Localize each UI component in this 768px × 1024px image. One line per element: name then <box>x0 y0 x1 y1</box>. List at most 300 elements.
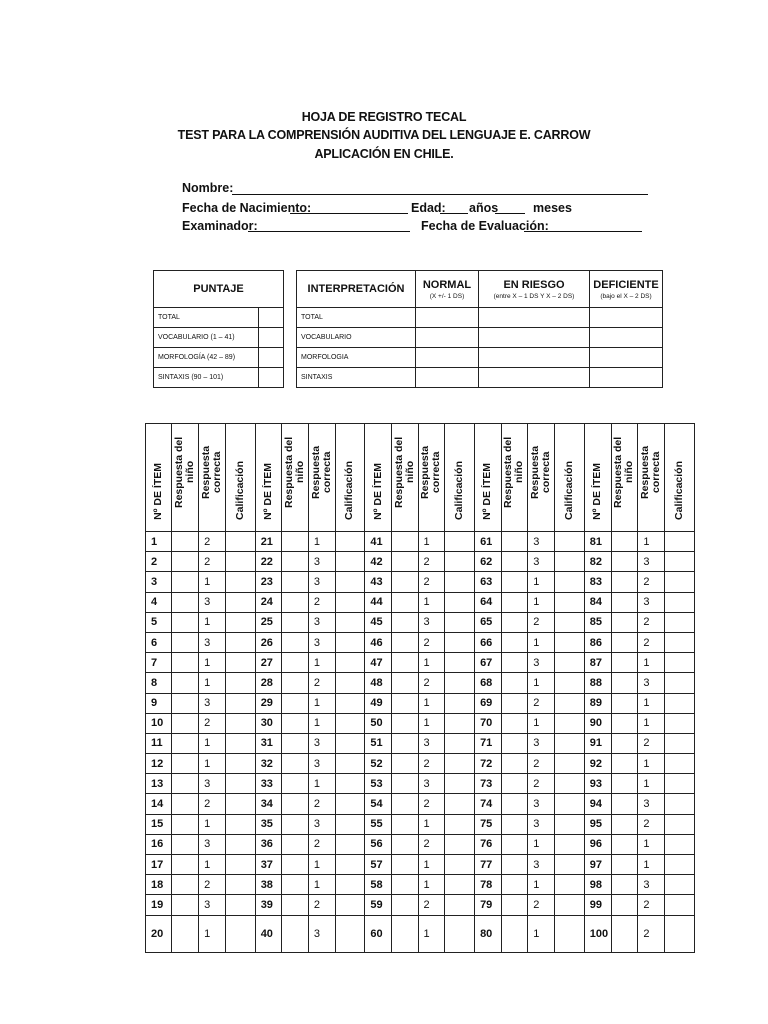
respuesta-nino-cell[interactable] <box>391 774 418 794</box>
interp-cell[interactable] <box>416 348 479 368</box>
respuesta-nino-cell[interactable] <box>611 733 638 753</box>
calificacion-cell[interactable] <box>554 552 584 572</box>
respuesta-nino-cell[interactable] <box>501 592 528 612</box>
respuesta-nino-cell[interactable] <box>172 915 199 952</box>
respuesta-nino-cell[interactable] <box>282 754 309 774</box>
item-number: 81 <box>584 532 611 552</box>
calificacion-cell[interactable] <box>335 632 365 652</box>
table-row <box>146 552 695 572</box>
calificacion-cell[interactable] <box>225 895 255 915</box>
respuesta-correcta: 2 <box>528 693 555 713</box>
respuesta-nino-cell[interactable] <box>282 834 309 854</box>
item-number: 38 <box>255 875 281 895</box>
calificacion-cell[interactable] <box>335 733 365 753</box>
calificacion-cell[interactable] <box>335 895 365 915</box>
calificacion-cell[interactable] <box>665 552 695 572</box>
respuesta-correcta: 1 <box>308 855 335 875</box>
calificacion-cell[interactable] <box>225 673 255 693</box>
calificacion-cell[interactable] <box>335 653 365 673</box>
calificacion-cell[interactable] <box>335 855 365 875</box>
respuesta-nino-cell[interactable] <box>172 612 199 632</box>
respuesta-nino-cell[interactable] <box>501 632 528 652</box>
calificacion-cell[interactable] <box>335 592 365 612</box>
item-number-header-label: Nº DE ÍTEM <box>261 463 274 520</box>
item-number: 34 <box>255 794 281 814</box>
table-row <box>146 834 695 854</box>
calificacion-cell[interactable] <box>554 855 584 875</box>
respuesta-nino-cell[interactable] <box>611 673 638 693</box>
calificacion-cell[interactable] <box>225 814 255 834</box>
respuesta-correcta: 1 <box>418 532 445 552</box>
calificacion-cell[interactable] <box>225 693 255 713</box>
respuesta-nino-cell[interactable] <box>172 532 199 552</box>
respuesta-correcta: 1 <box>308 713 335 733</box>
respuesta-nino-cell[interactable] <box>611 653 638 673</box>
respuesta-nino-cell[interactable] <box>611 774 638 794</box>
calificacion-cell[interactable] <box>225 794 255 814</box>
nombre-field[interactable] <box>232 194 648 195</box>
respuesta-nino-cell[interactable] <box>391 632 418 652</box>
calificacion-cell[interactable] <box>665 814 695 834</box>
calificacion-cell[interactable] <box>554 632 584 652</box>
respuesta-correcta: 3 <box>528 794 555 814</box>
respuesta-nino-cell[interactable] <box>501 915 528 952</box>
calificacion-cell[interactable] <box>554 834 584 854</box>
respuesta-nino-cell[interactable] <box>282 733 309 753</box>
item-number: 84 <box>584 592 611 612</box>
respuesta-nino-cell[interactable] <box>501 532 528 552</box>
calificacion-cell[interactable] <box>445 774 475 794</box>
respuesta-nino-cell[interactable] <box>391 713 418 733</box>
respuesta-nino-cell[interactable] <box>611 572 638 592</box>
title-line-2: TEST PARA LA COMPRENSIÓN AUDITIVA DEL LENGUAJE E. CARROW <box>177 128 591 142</box>
calificacion-header-label: Calificación <box>673 461 686 520</box>
table-row <box>146 612 695 632</box>
respuesta-nino-cell[interactable] <box>501 612 528 632</box>
calificacion-cell[interactable] <box>335 552 365 572</box>
calificacion-cell[interactable] <box>445 915 475 952</box>
calificacion-cell[interactable] <box>225 875 255 895</box>
respuesta-nino-cell[interactable] <box>391 834 418 854</box>
respuesta-correcta: 2 <box>638 572 665 592</box>
respuesta-nino-cell[interactable] <box>172 572 199 592</box>
calificacion-cell[interactable] <box>665 875 695 895</box>
calificacion-cell[interactable] <box>665 733 695 753</box>
respuesta-nino-cell[interactable] <box>172 895 199 915</box>
interpretacion-table <box>296 270 663 388</box>
calificacion-cell[interactable] <box>665 754 695 774</box>
respuesta-nino-cell[interactable] <box>611 532 638 552</box>
calificacion-cell[interactable] <box>445 794 475 814</box>
calificacion-cell[interactable] <box>445 895 475 915</box>
respuesta-correcta: 3 <box>418 733 445 753</box>
respuesta-nino-cell[interactable] <box>391 532 418 552</box>
calificacion-cell[interactable] <box>665 895 695 915</box>
calificacion-cell[interactable] <box>445 733 475 753</box>
respuesta-nino-cell[interactable] <box>282 673 309 693</box>
respuesta-nino-cell[interactable] <box>611 592 638 612</box>
respuesta-correcta: 1 <box>418 713 445 733</box>
item-number: 73 <box>475 774 501 794</box>
respuesta-nino-cell[interactable] <box>611 794 638 814</box>
respuesta-nino-cell[interactable] <box>172 875 199 895</box>
calificacion-cell[interactable] <box>445 552 475 572</box>
respuesta-nino-cell[interactable] <box>172 632 199 652</box>
respuesta-correcta: 3 <box>199 774 226 794</box>
respuesta-nino-cell[interactable] <box>611 632 638 652</box>
item-number: 75 <box>475 814 501 834</box>
respuesta-correcta: 2 <box>638 733 665 753</box>
respuesta-nino-cell[interactable] <box>172 855 199 875</box>
calificacion-cell[interactable] <box>445 632 475 652</box>
respuesta-nino-cell[interactable] <box>172 774 199 794</box>
respuesta-nino-cell[interactable] <box>282 774 309 794</box>
respuesta-nino-cell[interactable] <box>501 572 528 592</box>
calificacion-cell[interactable] <box>445 693 475 713</box>
respuesta-nino-cell[interactable] <box>282 794 309 814</box>
calificacion-cell[interactable] <box>335 814 365 834</box>
respuesta-nino-cell[interactable] <box>501 855 528 875</box>
calificacion-cell[interactable] <box>665 794 695 814</box>
respuesta-correcta: 2 <box>528 774 555 794</box>
calificacion-cell[interactable] <box>665 855 695 875</box>
interp-cell[interactable] <box>479 348 590 368</box>
respuesta-nino-cell[interactable] <box>501 653 528 673</box>
respuesta-nino-cell[interactable] <box>391 552 418 572</box>
respuesta-nino-cell[interactable] <box>501 814 528 834</box>
respuesta-correcta: 2 <box>418 552 445 572</box>
calificacion-cell[interactable] <box>554 895 584 915</box>
respuesta-nino-cell[interactable] <box>611 552 638 572</box>
item-number: 92 <box>584 754 611 774</box>
calificacion-cell[interactable] <box>335 532 365 552</box>
item-number: 49 <box>365 693 391 713</box>
interp-cell[interactable] <box>590 308 663 328</box>
calificacion-cell[interactable] <box>554 774 584 794</box>
calificacion-cell[interactable] <box>335 774 365 794</box>
interp-cell[interactable] <box>590 328 663 348</box>
normal-label: NORMAL <box>422 278 472 291</box>
calificacion-cell[interactable] <box>335 693 365 713</box>
item-number: 91 <box>584 733 611 753</box>
respuesta-nino-cell[interactable] <box>611 834 638 854</box>
item-number: 33 <box>255 774 281 794</box>
respuesta-nino-cell[interactable] <box>501 552 528 572</box>
interp-cell[interactable] <box>590 368 663 388</box>
item-number: 1 <box>146 532 172 552</box>
respuesta-correcta: 3 <box>528 733 555 753</box>
calificacion-cell[interactable] <box>225 592 255 612</box>
respuesta-correcta-header <box>638 424 665 532</box>
calificacion-cell[interactable] <box>665 572 695 592</box>
item-number: 87 <box>584 653 611 673</box>
respuesta-nino-cell[interactable] <box>391 673 418 693</box>
respuesta-nino-cell[interactable] <box>172 653 199 673</box>
respuesta-nino-cell[interactable] <box>282 895 309 915</box>
respuesta-correcta: 1 <box>199 653 226 673</box>
respuesta-correcta: 2 <box>638 814 665 834</box>
calificacion-cell[interactable] <box>335 875 365 895</box>
calificacion-cell[interactable] <box>335 673 365 693</box>
respuesta-nino-cell[interactable] <box>501 754 528 774</box>
respuesta-nino-cell[interactable] <box>611 612 638 632</box>
calificacion-cell[interactable] <box>445 855 475 875</box>
respuesta-correcta: 1 <box>308 875 335 895</box>
calificacion-cell[interactable] <box>225 915 255 952</box>
calificacion-cell[interactable] <box>554 572 584 592</box>
respuesta-nino-cell[interactable] <box>172 754 199 774</box>
calificacion-cell[interactable] <box>554 794 584 814</box>
calificacion-cell[interactable] <box>665 693 695 713</box>
calificacion-cell[interactable] <box>445 612 475 632</box>
item-number: 28 <box>255 673 281 693</box>
calificacion-cell[interactable] <box>554 673 584 693</box>
edad-meses-field[interactable] <box>495 213 525 214</box>
calificacion-header <box>445 424 475 532</box>
respuesta-correcta: 2 <box>308 592 335 612</box>
interp-cell[interactable] <box>416 308 479 328</box>
calificacion-cell[interactable] <box>335 754 365 774</box>
interp-cell[interactable] <box>416 328 479 348</box>
respuesta-nino-cell[interactable] <box>282 875 309 895</box>
item-number: 61 <box>475 532 501 552</box>
respuesta-nino-cell[interactable] <box>172 673 199 693</box>
respuesta-nino-cell[interactable] <box>282 915 309 952</box>
interp-cell[interactable] <box>416 368 479 388</box>
calificacion-header-label: Calificación <box>453 461 466 520</box>
interp-cell[interactable] <box>479 308 590 328</box>
calificacion-cell[interactable] <box>445 834 475 854</box>
respuesta-nino-cell[interactable] <box>282 532 309 552</box>
interp-cell[interactable] <box>479 368 590 388</box>
respuesta-correcta: 2 <box>199 794 226 814</box>
examinador-field[interactable] <box>248 231 410 232</box>
calificacion-cell[interactable] <box>554 713 584 733</box>
item-number: 74 <box>475 794 501 814</box>
respuesta-nino-cell[interactable] <box>501 713 528 733</box>
calificacion-cell[interactable] <box>665 592 695 612</box>
calificacion-cell[interactable] <box>665 834 695 854</box>
item-number: 66 <box>475 632 501 652</box>
calificacion-cell[interactable] <box>554 653 584 673</box>
calificacion-cell[interactable] <box>445 875 475 895</box>
calificacion-cell[interactable] <box>225 653 255 673</box>
respuesta-nino-cell[interactable] <box>611 754 638 774</box>
calificacion-cell[interactable] <box>445 754 475 774</box>
edad-anos-field[interactable] <box>440 213 468 214</box>
calificacion-cell[interactable] <box>225 532 255 552</box>
calificacion-cell[interactable] <box>445 653 475 673</box>
calificacion-cell[interactable] <box>225 733 255 753</box>
calificacion-cell[interactable] <box>554 693 584 713</box>
respuesta-nino-cell[interactable] <box>611 915 638 952</box>
respuesta-nino-cell[interactable] <box>391 895 418 915</box>
item-number: 18 <box>146 875 172 895</box>
respuesta-nino-cell[interactable] <box>391 653 418 673</box>
puntaje-cell[interactable] <box>259 328 284 348</box>
calificacion-cell[interactable] <box>225 774 255 794</box>
calificacion-cell[interactable] <box>665 915 695 952</box>
respuesta-nino-cell[interactable] <box>391 915 418 952</box>
item-number: 69 <box>475 693 501 713</box>
respuesta-nino-cell[interactable] <box>501 693 528 713</box>
respuesta-nino-cell[interactable] <box>282 552 309 572</box>
respuesta-correcta: 3 <box>638 592 665 612</box>
puntaje-cell[interactable] <box>259 308 284 328</box>
respuesta-nino-cell[interactable] <box>611 693 638 713</box>
puntaje-cell[interactable] <box>259 368 284 388</box>
item-number-header-label: Nº DE ÍTEM <box>591 463 604 520</box>
calificacion-cell[interactable] <box>335 794 365 814</box>
calificacion-cell[interactable] <box>554 532 584 552</box>
respuesta-correcta: 1 <box>528 875 555 895</box>
puntaje-header: PUNTAJE <box>154 271 284 308</box>
respuesta-nino-cell[interactable] <box>391 794 418 814</box>
calificacion-cell[interactable] <box>225 552 255 572</box>
respuesta-nino-cell[interactable] <box>172 592 199 612</box>
calificacion-cell[interactable] <box>335 713 365 733</box>
respuesta-nino-cell[interactable] <box>172 834 199 854</box>
respuesta-nino-cell[interactable] <box>391 733 418 753</box>
interpretacion-row-label: SINTAXIS <box>297 368 416 388</box>
item-number: 72 <box>475 754 501 774</box>
interp-cell[interactable] <box>479 328 590 348</box>
respuesta-nino-header-label: Respuesta del niño <box>612 436 636 508</box>
calificacion-cell[interactable] <box>335 572 365 592</box>
interp-cell[interactable] <box>590 348 663 368</box>
item-number: 29 <box>255 693 281 713</box>
calificacion-cell[interactable] <box>665 673 695 693</box>
respuesta-nino-cell[interactable] <box>282 713 309 733</box>
respuesta-nino-cell[interactable] <box>501 834 528 854</box>
calificacion-cell[interactable] <box>445 572 475 592</box>
respuesta-nino-cell[interactable] <box>611 855 638 875</box>
item-number: 17 <box>146 855 172 875</box>
title-line-1: HOJA DE REGISTRO TECAL <box>301 110 467 124</box>
respuesta-correcta-header-label: Respuesta correcta <box>639 445 663 499</box>
item-number: 99 <box>584 895 611 915</box>
respuesta-nino-cell[interactable] <box>391 875 418 895</box>
respuesta-nino-cell[interactable] <box>391 592 418 612</box>
calificacion-cell[interactable] <box>554 814 584 834</box>
item-number: 16 <box>146 834 172 854</box>
respuesta-nino-cell[interactable] <box>501 875 528 895</box>
item-number: 7 <box>146 653 172 673</box>
respuesta-nino-cell[interactable] <box>501 774 528 794</box>
respuesta-nino-cell[interactable] <box>282 814 309 834</box>
respuesta-nino-cell[interactable] <box>282 572 309 592</box>
item-number: 71 <box>475 733 501 753</box>
interpretacion-row-label: MORFOLOGIA <box>297 348 416 368</box>
respuesta-nino-cell[interactable] <box>611 713 638 733</box>
item-number: 95 <box>584 814 611 834</box>
calificacion-cell[interactable] <box>445 713 475 733</box>
respuesta-nino-cell[interactable] <box>501 895 528 915</box>
calificacion-cell[interactable] <box>225 713 255 733</box>
item-number: 23 <box>255 572 281 592</box>
calificacion-cell[interactable] <box>554 612 584 632</box>
respuesta-nino-cell[interactable] <box>611 875 638 895</box>
respuesta-nino-cell[interactable] <box>172 814 199 834</box>
respuesta-nino-cell[interactable] <box>391 814 418 834</box>
calificacion-cell[interactable] <box>225 612 255 632</box>
calificacion-cell[interactable] <box>665 774 695 794</box>
calificacion-cell[interactable] <box>665 532 695 552</box>
respuesta-nino-cell[interactable] <box>172 693 199 713</box>
respuesta-nino-cell[interactable] <box>282 632 309 652</box>
respuesta-correcta: 2 <box>638 895 665 915</box>
item-number: 46 <box>365 632 391 652</box>
respuesta-nino-cell[interactable] <box>391 855 418 875</box>
calificacion-cell[interactable] <box>225 632 255 652</box>
calificacion-cell[interactable] <box>554 733 584 753</box>
respuesta-nino-cell[interactable] <box>391 693 418 713</box>
calificacion-cell[interactable] <box>445 814 475 834</box>
respuesta-nino-cell[interactable] <box>501 733 528 753</box>
calificacion-cell[interactable] <box>225 754 255 774</box>
respuesta-nino-cell[interactable] <box>611 814 638 834</box>
respuesta-nino-cell[interactable] <box>282 693 309 713</box>
calificacion-cell[interactable] <box>225 572 255 592</box>
respuesta-nino-cell[interactable] <box>391 612 418 632</box>
calificacion-cell[interactable] <box>445 592 475 612</box>
calificacion-cell[interactable] <box>335 915 365 952</box>
respuesta-nino-cell[interactable] <box>391 572 418 592</box>
calificacion-cell[interactable] <box>335 834 365 854</box>
respuesta-nino-cell[interactable] <box>611 895 638 915</box>
fecha-evaluacion-field[interactable] <box>524 231 642 232</box>
respuesta-nino-cell[interactable] <box>282 592 309 612</box>
normal-sub: (X +/- 1 DS) <box>429 292 465 300</box>
respuesta-nino-cell[interactable] <box>282 855 309 875</box>
calificacion-cell[interactable] <box>225 834 255 854</box>
respuesta-nino-cell[interactable] <box>391 754 418 774</box>
respuesta-correcta: 1 <box>199 673 226 693</box>
respuesta-correcta: 2 <box>418 794 445 814</box>
calificacion-cell[interactable] <box>554 875 584 895</box>
calificacion-cell[interactable] <box>554 754 584 774</box>
respuesta-correcta: 2 <box>308 834 335 854</box>
respuesta-nino-cell[interactable] <box>172 713 199 733</box>
fecha-nacimiento-field[interactable] <box>290 213 408 214</box>
item-number: 40 <box>255 915 281 952</box>
puntaje-cell[interactable] <box>259 348 284 368</box>
calificacion-cell[interactable] <box>445 673 475 693</box>
calificacion-cell[interactable] <box>554 915 584 952</box>
calificacion-cell[interactable] <box>445 532 475 552</box>
calificacion-cell[interactable] <box>554 592 584 612</box>
calificacion-cell[interactable] <box>335 612 365 632</box>
calificacion-cell[interactable] <box>665 713 695 733</box>
respuesta-nino-cell[interactable] <box>172 552 199 572</box>
respuesta-nino-cell[interactable] <box>282 653 309 673</box>
respuesta-nino-cell[interactable] <box>172 794 199 814</box>
respuesta-nino-header-label: Respuesta del niño <box>282 436 306 508</box>
item-number: 88 <box>584 673 611 693</box>
calificacion-cell[interactable] <box>665 632 695 652</box>
calificacion-cell[interactable] <box>225 855 255 875</box>
calificacion-cell[interactable] <box>665 612 695 632</box>
respuesta-nino-cell[interactable] <box>172 733 199 753</box>
respuesta-nino-cell[interactable] <box>501 794 528 814</box>
item-number: 59 <box>365 895 391 915</box>
item-number: 63 <box>475 572 501 592</box>
respuesta-correcta: 2 <box>638 612 665 632</box>
respuesta-nino-cell[interactable] <box>501 673 528 693</box>
calificacion-cell[interactable] <box>665 653 695 673</box>
respuesta-correcta: 2 <box>528 754 555 774</box>
respuesta-nino-cell[interactable] <box>282 612 309 632</box>
